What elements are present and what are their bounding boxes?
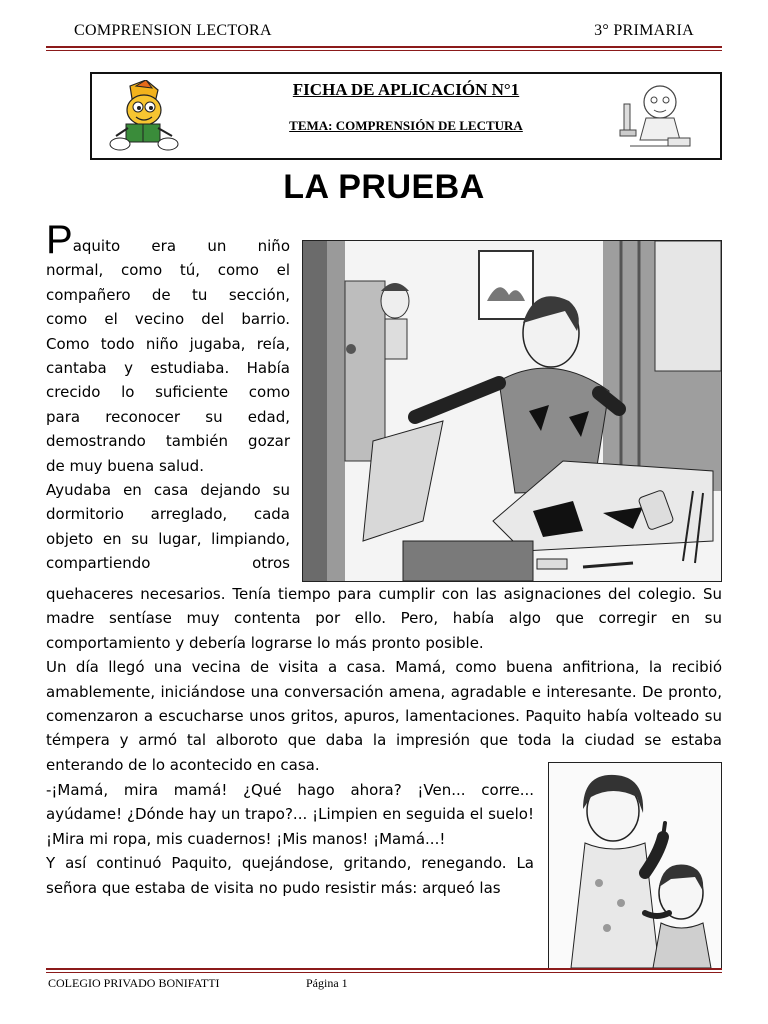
illustration-boy-spilled-paint: [302, 240, 722, 582]
story-line: Ayudaba en casa dejando su: [46, 481, 290, 500]
header-rule-thick: [46, 46, 722, 48]
worksheet-topic: TEMA: COMPRENSIÓN DE LECTURA: [289, 118, 523, 133]
story-paragraph: Un día llegó una vecina de visita a casa. Mamá, como buena anfitriona, la recibió amablemente, iniciándose una conversación amena, agradable e interesante. De pronto, comenzaron a escucharse unos gritos, apuros, lamentaciones. Paquito había volteado su témpera y armó tal alboroto que daba la impresión que toda la ciudad se estaba enterando de lo acontecido en casa.: [46, 658, 722, 774]
story-line: como el vecino del barrio.: [46, 310, 290, 329]
footer-page-number: Página 1: [306, 976, 348, 990]
worksheet-title: FICHA DE APLICACIÓN N°1: [292, 80, 520, 99]
story-line: objeto en su lugar, limpiando,: [46, 529, 290, 548]
story-line: compañero de tu sección,: [46, 285, 290, 304]
story-dialogue: [46, 778, 534, 900]
story-title: LA PRUEBA: [283, 168, 485, 206]
scientist-microscope-icon: [616, 80, 694, 156]
story-line: cantaba y estudiaba. Había: [46, 359, 290, 378]
story-intro-column: [46, 218, 290, 576]
footer-school-name: COLEGIO PRIVADO BONIFATTI: [48, 976, 220, 990]
story-line: normal, como tú, como el: [46, 261, 290, 280]
footer-rule-thick: [46, 968, 722, 970]
header-subject: COMPRENSION LECTORA: [74, 22, 272, 39]
footer-rule-thin: [46, 972, 722, 973]
story-line: compartiendo otros: [46, 554, 290, 573]
story-line: Como todo niño jugaba, reía,: [46, 334, 290, 353]
header-grade: 3° PRIMARIA: [594, 22, 694, 39]
story-line: para reconocer su edad,: [46, 407, 290, 426]
worksheet-title-box: [90, 72, 722, 160]
story-paragraph: Y así continuó Paquito, quejándose, gritando, renegando. La señora que estaba de visita no pudo resistir más: arqueó las: [46, 854, 534, 897]
page-header: [46, 22, 722, 44]
story-line: dormitorio arreglado, cada: [46, 505, 290, 524]
story-line: demostrando también gozar: [46, 432, 290, 451]
story-paragraph: -¡Mamá, mira mamá! ¿Qué hago ahora? ¡Ven... corre... ayúdame! ¿Dónde hay un trapo?... ¡Limpien en seguida el suelo! ¡Mira mi ropa, mis cuadernos! ¡Mis manos! ¡Mamá...!: [46, 781, 534, 848]
story-paragraph: quehaceres necesarios. Tenía tiempo para cumplir con las asignaciones del colegio. Su madre sentíase muy contenta por ello. Pero, había algo que corregir en su comportamiento y debería lograrse lo más pronto posible.: [46, 585, 722, 652]
story-line: crecido lo suficiente como: [46, 383, 290, 402]
spilled-paint-drawing-icon: [303, 241, 721, 581]
story-body: [46, 582, 722, 777]
story-line: de muy buena salud.: [46, 456, 204, 475]
story-line: Paquito era un niño: [46, 218, 290, 262]
drop-cap: P: [46, 218, 73, 262]
illustration-mother-and-boy: [548, 762, 722, 969]
header-rule-thin: [46, 50, 722, 51]
mother-scolding-drawing-icon: [549, 763, 721, 968]
